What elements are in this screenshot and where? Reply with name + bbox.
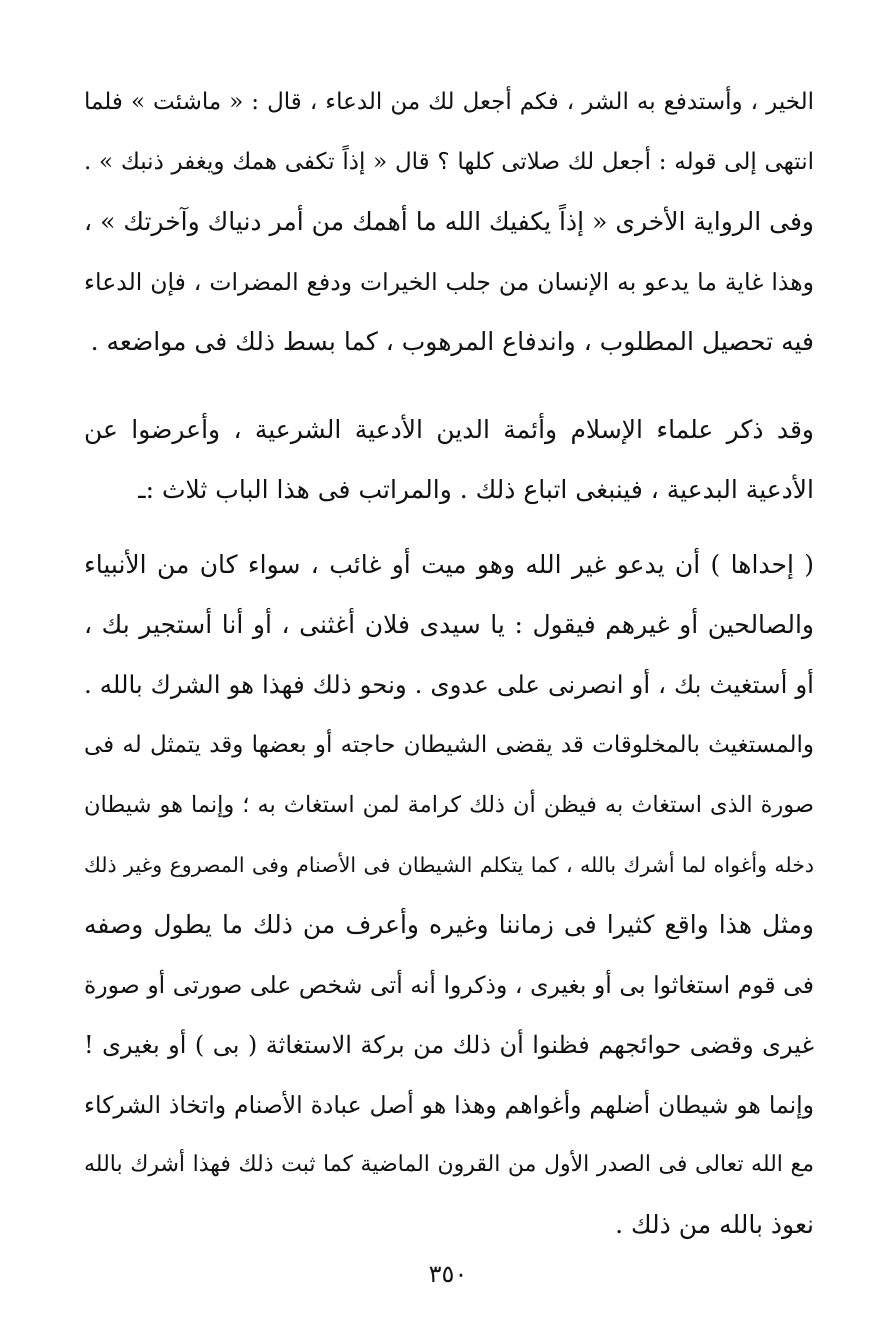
- text-line: ( إحداها ) أن يدعو غير الله وهو ميت أو غائب ، سواء كان من الأنبياء: [84, 550, 814, 579]
- paragraph-3: [84, 535, 814, 1255]
- page-number: ٣٥٠: [428, 1260, 468, 1288]
- text-line: وهذا غاية ما يدعو به الإنسان من جلب الخيرات ودفع المضرات ، فإن الدعاء: [84, 268, 814, 296]
- text-line: فيه تحصيل المطلوب ، واندفاع المرهوب ، كما بسط ذلك فى مواضعه .: [90, 327, 814, 356]
- paragraph-1: [84, 72, 814, 372]
- text-line: أو أستغيث بك ، أو انصرنى على عدوى . ونحو ذلك فهذا هو الشرك بالله .: [84, 670, 814, 699]
- text-line: مع الله تعالى فى الصدر الأول من القرون الماضية كما ثبت ذلك فهذا أشرك بالله: [84, 1152, 814, 1177]
- text-line: وقد ذكر علماء الإسلام وأئمة الدين الأدعية الشرعية ، وأعرضوا عن: [84, 415, 814, 444]
- text-line: دخله وأغواه لما أشرك بالله ، كما يتكلم الشيطان فى الأصنام وفى المصروع وغير ذلك: [84, 853, 814, 877]
- text-line: نعوذ بالله من ذلك .: [615, 1210, 814, 1239]
- text-line: ومثل هذا واقع كثيرا فى زماننا وغيره وأعرف من ذلك ما يطول وصفه: [84, 910, 814, 939]
- text-line: فى قوم استغاثوا بى أو بغيرى ، وذكروا أنه أتى شخص على صورتى أو صورة: [84, 971, 814, 999]
- text-line: انتهى إلى قوله : أجعل لك صلاتى كلها ؟ قال « إذاً تكفى همك ويغفر ذنبك » .: [84, 149, 814, 175]
- text-line: صورة الذى استغاث به فيظن أن ذلك كرامة لمن استغاث به ؛ وإنما هو شيطان: [84, 792, 814, 818]
- text-line: والمستغيث بالمخلوقات قد يقضى الشيطان حاجته أو بعضها وقد يتمثل له فى: [84, 732, 814, 758]
- text-line: غيرى وقضى حوائجهم فظنوا أن ذلك من بركة الاستغاثة ( بى ) أو بغيرى !: [84, 1031, 814, 1059]
- text-line: وإنما هو شيطان أضلهم وأغواهم وهذا هو أصل عبادة الأصنام واتخاذ الشركاء: [84, 1091, 814, 1119]
- text-line: والصالحين أو غيرهم فيقول : يا سيدى فلان أغثنى ، أو أنا أستجير بك ،: [84, 610, 814, 639]
- paragraph-2: [84, 400, 814, 520]
- text-line: الأدعية البدعية ، فينبغى اتباع ذلك . والمراتب فى هذا الباب ثلاث :ـ: [138, 475, 814, 504]
- text-line: الخير ، وأستدفع به الشر ، فكم أجعل لك من الدعاء ، قال : « ماشئت » فلما: [84, 89, 814, 115]
- text-line: وفى الرواية الأخرى « إذاً يكفيك الله ما أهمك من أمر دنياك وآخرتك » ،: [84, 207, 814, 236]
